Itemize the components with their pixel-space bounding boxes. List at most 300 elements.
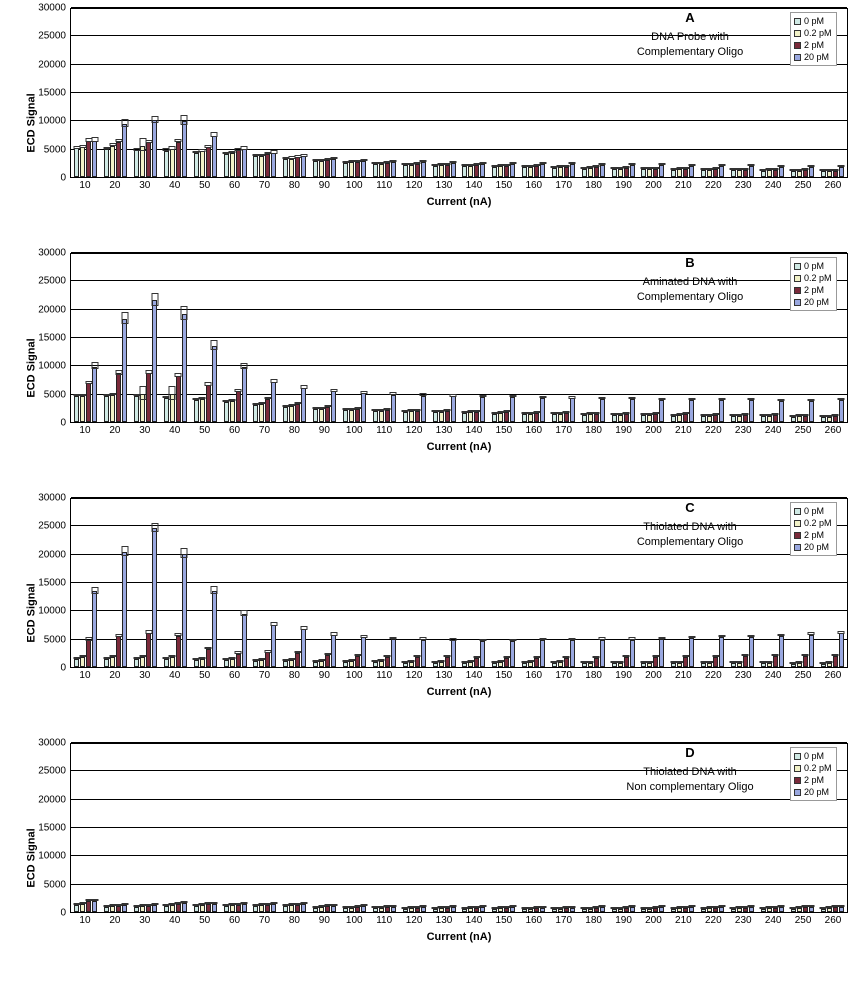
bar bbox=[170, 394, 175, 422]
bar bbox=[492, 167, 497, 177]
y-tick-label: 10000 bbox=[38, 115, 66, 127]
error-bar bbox=[360, 391, 367, 394]
error-bar bbox=[109, 143, 116, 146]
error-bar bbox=[688, 398, 695, 400]
bar bbox=[570, 908, 575, 912]
x-tick-label: 250 bbox=[794, 915, 812, 926]
error-bar bbox=[736, 661, 743, 663]
x-tick-label: 40 bbox=[169, 180, 181, 191]
bar bbox=[349, 661, 354, 667]
error-bar bbox=[354, 654, 361, 656]
bar bbox=[391, 395, 396, 422]
bar bbox=[200, 905, 205, 912]
x-tick-label: 90 bbox=[318, 180, 330, 191]
bar-group bbox=[340, 499, 370, 667]
x-tick-label: 240 bbox=[764, 180, 782, 191]
error-bar bbox=[563, 411, 570, 413]
x-axis-label: Current (nA) bbox=[426, 196, 492, 208]
bar bbox=[295, 157, 300, 177]
error-bar bbox=[241, 902, 248, 904]
bar bbox=[522, 167, 527, 177]
x-axis-ticks bbox=[70, 425, 848, 436]
x-tick-label: 130 bbox=[435, 915, 453, 926]
bar bbox=[140, 146, 145, 177]
error-bar bbox=[85, 637, 92, 640]
error-bar bbox=[778, 905, 785, 907]
bar bbox=[839, 400, 844, 422]
bar-group bbox=[250, 744, 280, 912]
error-bar bbox=[533, 164, 540, 166]
bar bbox=[194, 660, 199, 667]
bar bbox=[439, 412, 444, 422]
bar bbox=[480, 164, 485, 177]
x-tick-label: 230 bbox=[734, 915, 752, 926]
bar bbox=[259, 905, 264, 912]
error-bar bbox=[503, 656, 510, 658]
bar-group bbox=[190, 499, 220, 667]
error-bar bbox=[742, 654, 749, 656]
y-tick-label: 25000 bbox=[38, 520, 66, 532]
error-bar bbox=[599, 397, 606, 399]
error-bar bbox=[229, 399, 236, 401]
error-bar bbox=[593, 656, 600, 658]
x-tick-label: 200 bbox=[645, 670, 662, 681]
bar bbox=[749, 166, 754, 177]
bar bbox=[701, 416, 706, 422]
error-bar bbox=[652, 412, 659, 414]
bar bbox=[152, 120, 157, 177]
bar bbox=[259, 156, 264, 177]
error-bar bbox=[742, 413, 749, 415]
bar bbox=[355, 162, 360, 177]
error-bar bbox=[199, 657, 206, 659]
bar bbox=[510, 164, 515, 177]
legend-label: 0 pM bbox=[804, 16, 825, 26]
error-bar bbox=[241, 610, 248, 616]
legend bbox=[790, 257, 837, 311]
bar bbox=[743, 170, 748, 177]
bar-group bbox=[549, 499, 579, 667]
error-bar bbox=[91, 899, 98, 901]
error-bar bbox=[390, 160, 397, 162]
error-bar bbox=[509, 395, 516, 397]
bar-group bbox=[131, 744, 161, 912]
error-bar bbox=[151, 523, 158, 532]
bar bbox=[283, 159, 288, 177]
bar bbox=[194, 153, 199, 177]
bar bbox=[641, 169, 646, 177]
panel-caption-line-2: Complementary Oligo bbox=[636, 46, 744, 58]
bar bbox=[504, 412, 509, 422]
bar bbox=[588, 909, 593, 912]
error-bar bbox=[557, 660, 564, 662]
bar bbox=[283, 661, 288, 667]
y-tick-label: 10000 bbox=[38, 605, 66, 617]
bar bbox=[689, 638, 694, 667]
error-bar bbox=[115, 370, 122, 374]
error-bar bbox=[808, 632, 815, 634]
bar bbox=[86, 141, 91, 177]
x-tick-label: 20 bbox=[109, 915, 121, 926]
x-tick-label: 210 bbox=[675, 425, 692, 436]
bar bbox=[480, 397, 485, 422]
bar bbox=[265, 154, 270, 177]
error-bar bbox=[354, 407, 361, 409]
y-tick-label: 20000 bbox=[38, 549, 66, 561]
error-bar bbox=[808, 905, 815, 907]
bar bbox=[630, 165, 635, 177]
bar-group bbox=[340, 9, 370, 177]
bar bbox=[265, 399, 270, 422]
panel-caption-line-1: Aminated DNA with bbox=[642, 276, 738, 288]
bar bbox=[492, 663, 497, 667]
error-bar bbox=[205, 382, 212, 385]
error-bar bbox=[712, 655, 719, 657]
x-tick-label: 160 bbox=[525, 180, 543, 191]
x-tick-label: 210 bbox=[675, 915, 692, 926]
bar bbox=[719, 400, 724, 422]
bar-group bbox=[429, 499, 459, 667]
x-tick-label: 130 bbox=[435, 180, 453, 191]
y-tick-label: 5000 bbox=[43, 144, 66, 156]
bar bbox=[271, 382, 276, 422]
bar bbox=[116, 373, 121, 422]
x-tick-label: 230 bbox=[734, 670, 752, 681]
bar bbox=[791, 909, 796, 912]
legend-swatch-icon bbox=[794, 263, 801, 270]
bar bbox=[809, 907, 814, 912]
bar bbox=[803, 656, 808, 667]
error-bar bbox=[294, 402, 301, 404]
bar-group bbox=[71, 9, 101, 177]
y-tick-label: 0 bbox=[60, 172, 66, 184]
bar-group bbox=[369, 744, 399, 912]
bar bbox=[283, 906, 288, 912]
error-bar bbox=[121, 546, 128, 556]
error-bar bbox=[294, 651, 301, 653]
x-axis-ticks bbox=[70, 180, 848, 191]
bar-group bbox=[280, 499, 310, 667]
error-bar bbox=[593, 412, 600, 414]
x-tick-label: 260 bbox=[824, 670, 842, 681]
error-bar bbox=[593, 165, 600, 167]
bar bbox=[116, 142, 121, 177]
error-bar bbox=[300, 902, 307, 904]
bar bbox=[295, 905, 300, 912]
bar bbox=[749, 907, 754, 912]
y-tick-label: 10000 bbox=[38, 360, 66, 372]
error-bar bbox=[229, 151, 236, 153]
bar bbox=[361, 637, 366, 667]
bar-group bbox=[549, 254, 579, 422]
error-bar bbox=[527, 660, 534, 662]
y-tick-label: 20000 bbox=[38, 304, 66, 316]
bar bbox=[773, 908, 778, 912]
x-tick-label: 40 bbox=[169, 425, 181, 436]
bar bbox=[689, 166, 694, 177]
bar bbox=[468, 908, 473, 912]
error-bar bbox=[115, 634, 122, 637]
bar bbox=[474, 412, 479, 422]
error-bar bbox=[139, 655, 146, 657]
bar bbox=[80, 396, 85, 422]
error-bar bbox=[599, 905, 606, 907]
bar bbox=[618, 909, 623, 912]
bar bbox=[468, 412, 473, 422]
x-tick-label: 60 bbox=[229, 915, 241, 926]
bar bbox=[779, 907, 784, 912]
bar bbox=[474, 658, 479, 667]
legend-swatch-icon bbox=[794, 18, 801, 25]
bar bbox=[379, 908, 384, 912]
bar-group bbox=[71, 499, 101, 667]
x-tick-label: 30 bbox=[139, 915, 151, 926]
error-bar bbox=[450, 638, 457, 641]
bar bbox=[839, 907, 844, 912]
bar bbox=[528, 414, 533, 422]
bar bbox=[659, 165, 664, 177]
error-bar bbox=[360, 904, 367, 906]
error-bar bbox=[509, 905, 516, 907]
bar bbox=[74, 148, 79, 177]
x-tick-label: 210 bbox=[675, 670, 692, 681]
error-bar bbox=[748, 905, 755, 907]
bar bbox=[176, 376, 181, 422]
bar bbox=[355, 907, 360, 912]
bar bbox=[271, 904, 276, 912]
y-axis-ticks bbox=[18, 492, 66, 674]
bar bbox=[594, 167, 599, 177]
bar bbox=[618, 663, 623, 667]
error-bar bbox=[330, 904, 337, 906]
bar bbox=[492, 909, 497, 912]
bar-group bbox=[280, 254, 310, 422]
legend bbox=[790, 502, 837, 556]
bar bbox=[80, 904, 85, 912]
bar-group bbox=[220, 9, 250, 177]
bar bbox=[391, 639, 396, 667]
bar bbox=[504, 908, 509, 912]
bar bbox=[224, 402, 229, 422]
bar bbox=[653, 169, 658, 177]
bar bbox=[212, 136, 217, 177]
legend-swatch-icon bbox=[794, 753, 801, 760]
error-bar bbox=[270, 150, 277, 153]
bar-group bbox=[101, 744, 131, 912]
bar bbox=[313, 409, 318, 422]
legend-item bbox=[794, 272, 832, 284]
x-tick-label: 240 bbox=[764, 915, 782, 926]
bar bbox=[343, 163, 348, 177]
bar-group bbox=[280, 9, 310, 177]
bar bbox=[433, 909, 438, 912]
error-bar bbox=[229, 657, 236, 659]
bar bbox=[170, 657, 175, 667]
bar bbox=[534, 658, 539, 667]
bar bbox=[647, 663, 652, 667]
bar-group bbox=[250, 9, 280, 177]
bar bbox=[301, 904, 306, 912]
bar bbox=[271, 625, 276, 667]
bar bbox=[677, 908, 682, 912]
bar bbox=[200, 399, 205, 422]
error-bar bbox=[360, 635, 367, 638]
bar bbox=[821, 664, 826, 667]
x-axis-ticks bbox=[70, 670, 848, 681]
bar bbox=[558, 662, 563, 667]
error-bar bbox=[115, 139, 122, 142]
x-tick-label: 20 bbox=[109, 180, 121, 191]
error-bar bbox=[288, 404, 295, 406]
bar bbox=[743, 908, 748, 912]
bar bbox=[624, 168, 629, 177]
x-tick-label: 110 bbox=[376, 180, 393, 191]
x-tick-label: 10 bbox=[79, 670, 91, 681]
bar bbox=[600, 640, 605, 667]
bar bbox=[289, 406, 294, 422]
bar bbox=[522, 663, 527, 667]
error-bar bbox=[270, 379, 277, 383]
error-bar bbox=[378, 659, 385, 661]
bar-group bbox=[519, 254, 549, 422]
bar bbox=[122, 905, 127, 912]
x-tick-label: 170 bbox=[555, 670, 573, 681]
error-bar bbox=[384, 655, 391, 657]
bar bbox=[504, 166, 509, 177]
error-bar bbox=[778, 399, 785, 401]
error-bar bbox=[85, 381, 92, 384]
bar bbox=[653, 908, 658, 912]
error-bar bbox=[832, 414, 839, 416]
bar bbox=[343, 908, 348, 912]
y-axis-label: ECD Signal bbox=[25, 827, 38, 888]
legend bbox=[790, 12, 837, 66]
bar-group bbox=[71, 744, 101, 912]
error-bar bbox=[658, 163, 665, 165]
error-bar bbox=[629, 163, 636, 165]
error-bar bbox=[623, 412, 630, 414]
bar bbox=[462, 413, 467, 422]
bar bbox=[176, 142, 181, 177]
bar bbox=[355, 409, 360, 422]
bar bbox=[140, 906, 145, 912]
error-bar bbox=[802, 654, 809, 656]
bar bbox=[331, 391, 336, 422]
bar bbox=[552, 168, 557, 177]
bar bbox=[779, 636, 784, 667]
bar bbox=[206, 385, 211, 422]
bar-group bbox=[399, 9, 429, 177]
error-bar bbox=[479, 639, 486, 641]
x-tick-label: 190 bbox=[615, 180, 632, 191]
bar bbox=[230, 153, 235, 177]
bar bbox=[421, 640, 426, 667]
error-bar bbox=[623, 655, 630, 657]
gridline bbox=[71, 7, 847, 8]
bar bbox=[659, 639, 664, 667]
y-tick-label: 15000 bbox=[38, 577, 66, 589]
x-tick-label: 80 bbox=[288, 670, 300, 681]
error-bar bbox=[408, 660, 415, 662]
bar bbox=[230, 401, 235, 422]
error-bar bbox=[718, 398, 725, 400]
x-tick-label: 100 bbox=[345, 915, 363, 926]
bar bbox=[176, 636, 181, 667]
legend-item bbox=[794, 750, 832, 762]
bar bbox=[349, 410, 354, 422]
y-tick-label: 30000 bbox=[38, 492, 66, 504]
bar bbox=[301, 629, 306, 667]
bar-group bbox=[369, 254, 399, 422]
legend-swatch-icon bbox=[794, 544, 801, 551]
error-bar bbox=[151, 116, 158, 124]
bar bbox=[182, 554, 187, 667]
bar bbox=[349, 162, 354, 177]
bar bbox=[361, 906, 366, 912]
error-bar bbox=[479, 162, 486, 164]
bar-group bbox=[310, 254, 340, 422]
error-bar bbox=[563, 656, 570, 658]
bar bbox=[253, 906, 258, 912]
bar bbox=[582, 909, 587, 912]
bar bbox=[833, 907, 838, 912]
bar bbox=[821, 909, 826, 912]
error-bar bbox=[288, 658, 295, 660]
bar bbox=[534, 166, 539, 177]
bar bbox=[152, 300, 157, 422]
panel-caption-line-1: Thiolated DNA with bbox=[643, 521, 737, 533]
bar bbox=[462, 909, 467, 912]
bar bbox=[224, 660, 229, 667]
error-bar bbox=[169, 655, 176, 657]
bar bbox=[134, 150, 139, 177]
bar bbox=[683, 657, 688, 667]
bar bbox=[653, 414, 658, 422]
x-tick-label: 250 bbox=[794, 670, 812, 681]
error-bar bbox=[330, 389, 337, 392]
bar bbox=[510, 907, 515, 912]
bar bbox=[104, 396, 109, 422]
bar-group bbox=[131, 254, 161, 422]
legend-item bbox=[794, 39, 832, 51]
bar bbox=[540, 640, 545, 667]
bar bbox=[540, 398, 545, 422]
x-tick-label: 150 bbox=[495, 670, 513, 681]
error-bar bbox=[808, 165, 815, 167]
bar-group bbox=[459, 744, 489, 912]
bar bbox=[749, 637, 754, 667]
bar bbox=[677, 415, 682, 422]
error-bar bbox=[175, 139, 182, 142]
error-bar bbox=[509, 639, 516, 641]
bar bbox=[385, 657, 390, 667]
bar bbox=[164, 906, 169, 912]
error-bar bbox=[539, 162, 546, 164]
bar bbox=[689, 907, 694, 912]
bar bbox=[74, 905, 79, 912]
error-bar bbox=[658, 637, 665, 639]
panel-caption-line-1: DNA Probe with bbox=[651, 31, 729, 43]
bar bbox=[731, 170, 736, 177]
bar bbox=[206, 649, 211, 667]
error-bar bbox=[103, 147, 110, 149]
bar bbox=[289, 660, 294, 667]
bar bbox=[582, 663, 587, 667]
bar bbox=[612, 663, 617, 667]
bar bbox=[92, 367, 97, 422]
bar bbox=[451, 396, 456, 422]
gridline bbox=[71, 742, 847, 743]
